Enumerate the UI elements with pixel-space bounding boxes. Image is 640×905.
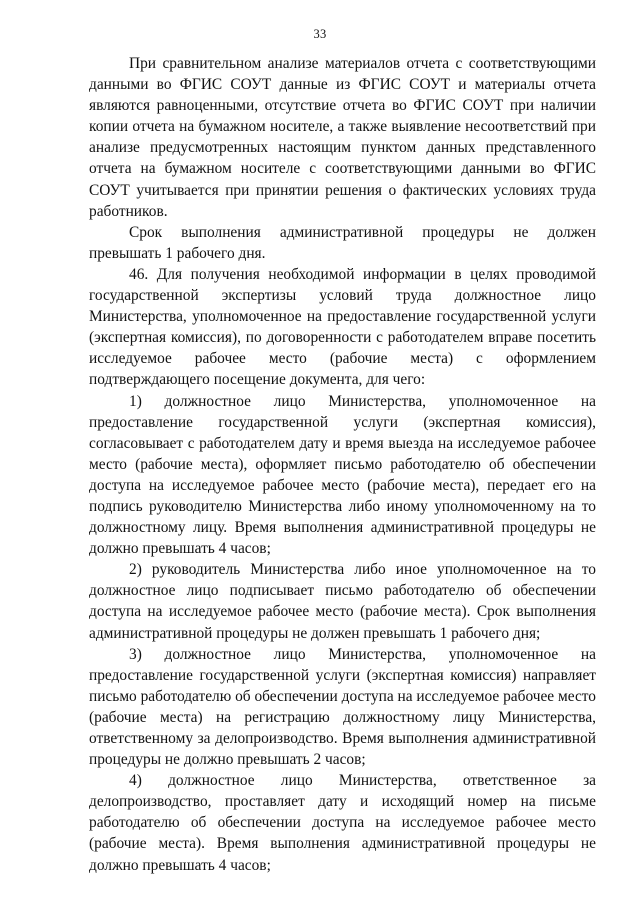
- paragraph-subitem-1: 1) должностное лицо Министерства, уполномоченное на предоставление государственной услуги (экспертная комиссия), согласовывает с работодателем дату и время выезда на исследуемое рабочее место (рабочие места), оформляет письмо работодателю об обеспечении доступа на исследуемое рабочее место (рабочие места), передает его на подпись руководителю Министерства либо иному уполномоченному на то должностному лицу. Время выполнения административной процедуры не должно превышать 4 часов;: [89, 392, 596, 558]
- paragraph-subitem-2: 2) руководитель Министерства либо иное уполномоченное на то должностное лицо подписывает письмо работодателю об обеспечении доступа на исследуемое рабочее место (рабочие места). Срок выполнения административной процедуры не должен превышать 1 рабочего дня;: [89, 561, 596, 642]
- paragraph-item-46: 46. Для получения необходимой информации в целях проводимой государственной экспертизы условий труда должностное лицо Министерства, уполномоченное на предоставление государственной услуги (экспертная комиссия), по договоренности с работодателем вправе посетить исследуемое рабочее место (рабочие места) с оформлением подтверждающего посещение документа, для чего:: [89, 265, 596, 389]
- paragraph-subitem-4: 4) должностное лицо Министерства, ответственное за делопроизводство, проставляет дату и исходящий номер на письме работодателю об обеспечении доступа на исследуемое рабочее место (рабочие места). Время выполнения административной процедуры не должно превышать 4 часов;: [89, 772, 596, 874]
- document-text-body: [89, 53, 596, 876]
- page-number: 33: [313, 27, 327, 41]
- paragraph-procedure-deadline: Срок выполнения административной процедуры не должен превышать 1 рабочего дня.: [89, 223, 596, 262]
- paragraph-comparative-analysis: При сравнительном анализе материалов отчета с соответствующими данными во ФГИС СОУТ данные из ФГИС СОУТ и материалы отчета являются равноценными, отсутствие отчета во ФГИС СОУТ при наличии копии отчета на бумажном носителе, а также выявление несоответствий при анализе предусмотренных настоящим пунктом данных представленного отчета на бумажном носителе с соответствующими данными во ФГИС СОУТ учитывается при принятии решения о фактических условиях труда работников.: [89, 55, 596, 220]
- paragraph-subitem-3: 3) должностное лицо Министерства, уполномоченное на предоставление государственной услуги (экспертная комиссия) направляет письмо работодателю об обеспечении доступа на исследуемое рабочее место (рабочие места) на регистрацию должностному лицу Министерства, ответственному за делопроизводство. Время выполнения административной процедуры не должно превышать 2 часов;: [89, 645, 596, 769]
